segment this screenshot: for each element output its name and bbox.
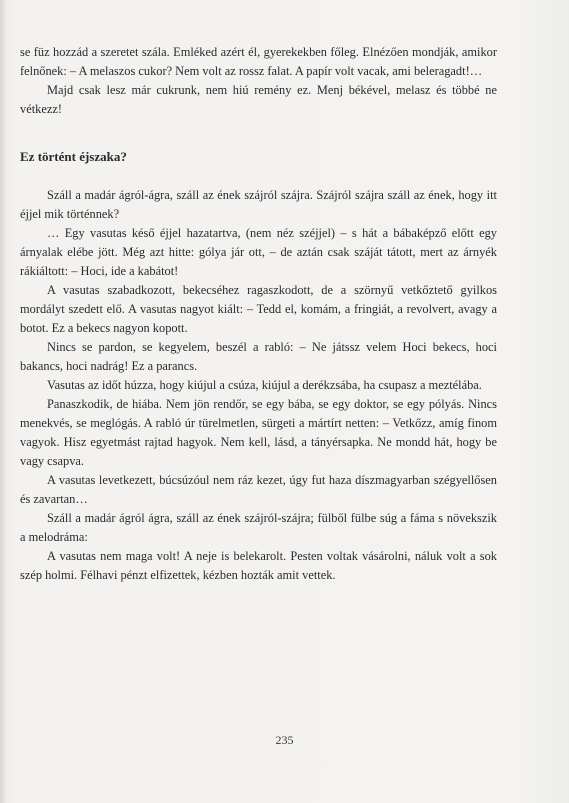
paragraph: A vasutas levetkezett, búcsúzóul nem ráz kezet, úgy fut haza díszmagyarban szégyellősen és zavartan… [20,473,497,506]
paragraph: Panaszkodik, de hiába. Nem jön rendőr, se egy bába, se egy doktor, se egy pólyás. Nincs menekvés, se meglógás. A rabló úr türelmetlen, sürgeti a mártírt netten: – Vetkőzz, amíg finom vagyok. Hisz egyetmást rajtad hagyok. Nem kell, lásd, a tányérsapka. Ne mondd hát, hogy be vagy csapva. [20,397,497,468]
paragraph: Száll a madár ágról-ágra, száll az ének szájról szájra. Szájról szájra száll az ének, hogy itt éjjel mik történnek? [20,188,497,221]
paragraph: Majd csak lesz már cukrunk, nem hiú remény ez. Menj békével, melasz és többé ne vétkezz! [20,83,497,116]
binding-shadow [0,0,6,803]
spacer [20,119,497,147]
page-number: 235 [275,733,294,747]
paragraph: Vasutas az időt húzza, hogy kiújul a csúza, kiújul a derékzsába, ha csupasz a meztélába. [47,378,482,392]
spacer [20,166,497,186]
body-text [20,43,497,585]
paragraph: … Egy vasutas késő éjjel hazatartva, (nem néz széjjel) – s hát a bábaképző előtt egy árnyalak elébe jött. Még azt hitte: gólya jár ott, – de aztán csak száját tátott, mert az árnyék rákiáltott: – Hoci, ide a kabátot! [20,226,497,278]
paragraph: A vasutas szabadkozott, bekecséhez ragaszkodott, de a szörnyű vetkőztető gyilkos mordályt szedett elő. A vasutas nagyot kiált: – Tedd el, komám, a fringiát, a revolvert, avagy a botot. Ez a bekecs nagyon kopott. [20,283,497,335]
paragraph: se füz hozzád a szeretet szála. Emléked azért él, gyerekekben főleg. Elnézően mondják, amikor felnőnek: – A melaszos cukor? Nem volt az rossz falat. A papír volt vacak, ami beleragadt!… [20,45,497,78]
paragraph: A vasutas nem maga volt! A neje is belekarolt. Pesten voltak vásárolni, náluk volt a sok szép holmi. Félhavi pénzt elfizettek, kézben hozták amit vettek. [20,549,497,582]
section-heading: Ez történt éjszaka? [20,149,127,164]
paragraph: Nincs se pardon, se kegyelem, beszél a rabló: – Ne játssz velem Hoci bekecs, hoci bakancs, hoci nadrág! Ez a parancs. [20,340,497,373]
paragraph: Száll a madár ágról ágra, száll az ének szájról-szájra; fülből fülbe súg a fáma s növekszik a melodráma: [20,511,497,544]
